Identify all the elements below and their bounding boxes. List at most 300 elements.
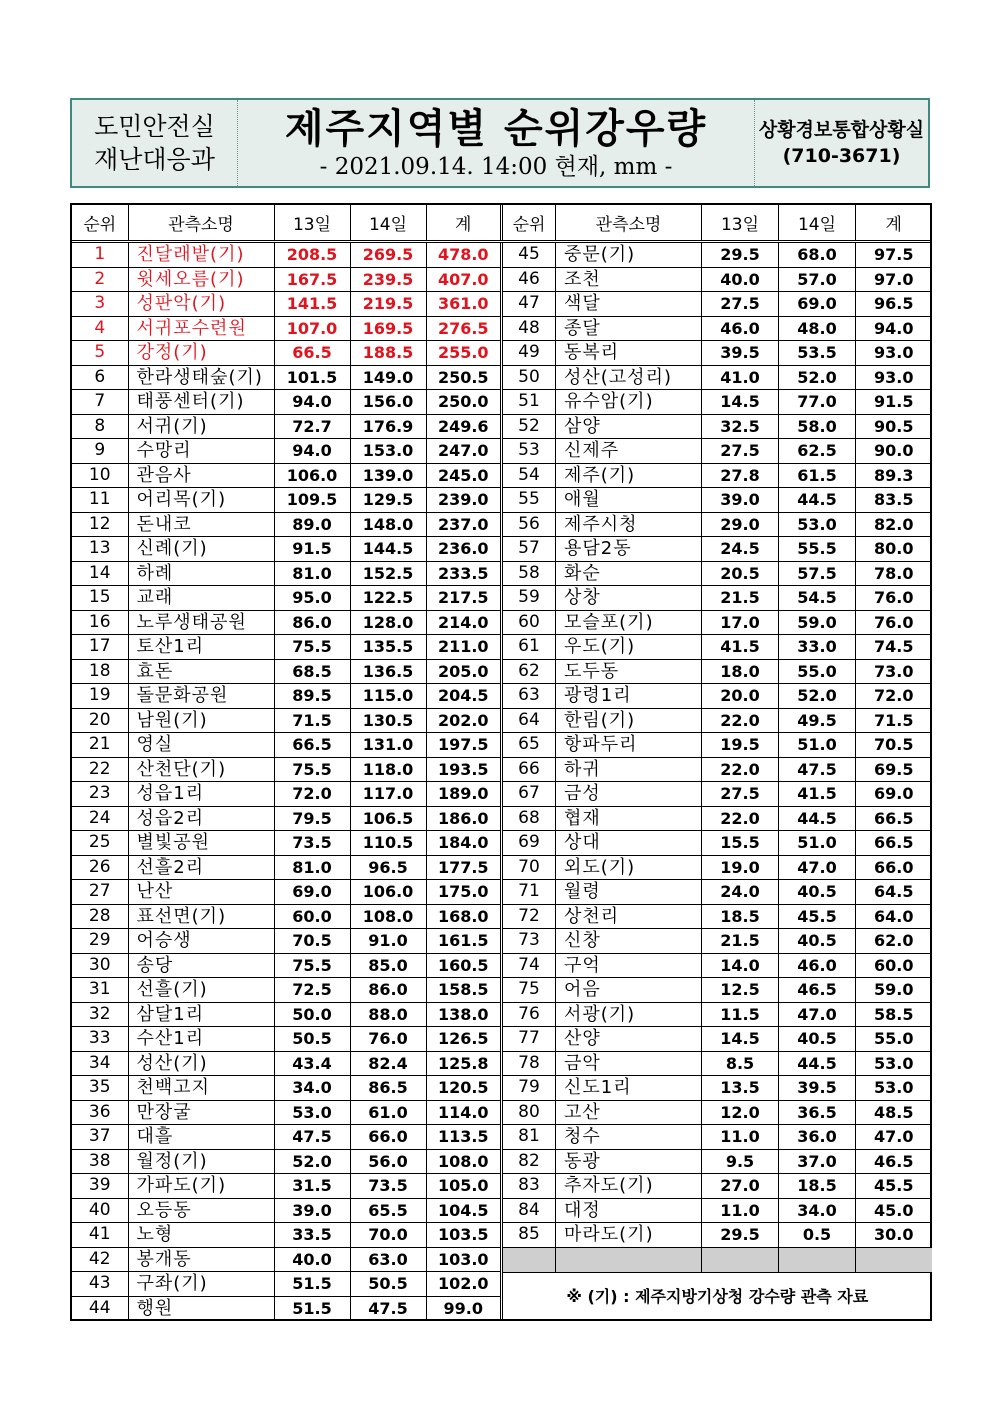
- total-value-cell: 211.0: [426, 635, 500, 660]
- table-row: [502, 512, 932, 537]
- total-value-cell: 93.0: [856, 365, 932, 390]
- rank-cell: 37: [72, 1125, 128, 1150]
- header-station: 관측소명: [128, 205, 274, 242]
- station-name-cell: 관음사: [128, 463, 274, 488]
- day13-value-cell: 14.5: [702, 390, 779, 415]
- rank-cell: 84: [502, 1198, 556, 1223]
- table-row: [502, 806, 932, 831]
- total-value-cell: 59.0: [856, 978, 932, 1003]
- station-name-cell: 대정: [556, 1198, 702, 1223]
- station-name-cell: 수망리: [128, 439, 274, 464]
- day13-value-cell: 27.0: [702, 1174, 779, 1199]
- total-value-cell: 55.0: [856, 1027, 932, 1052]
- rank-cell: 5: [72, 341, 128, 366]
- day14-value-cell: 55.5: [779, 537, 856, 562]
- table-row: [72, 929, 500, 954]
- total-value-cell: 202.0: [426, 708, 500, 733]
- day13-value-cell: 66.5: [274, 341, 350, 366]
- day14-value-cell: 188.5: [350, 341, 426, 366]
- table-row: [502, 904, 932, 929]
- rank-cell: 28: [72, 904, 128, 929]
- day14-value-cell: 51.0: [779, 831, 856, 856]
- table-row: [72, 684, 500, 709]
- day13-value-cell: 22.0: [702, 806, 779, 831]
- station-name-cell: 성읍1리: [128, 782, 274, 807]
- table-row: [502, 439, 932, 464]
- total-value-cell: 53.0: [856, 1076, 932, 1101]
- rank-cell: 15: [72, 586, 128, 611]
- day14-value-cell: 176.9: [350, 414, 426, 439]
- rank-cell: 34: [72, 1051, 128, 1076]
- station-name-cell: 영실: [128, 733, 274, 758]
- total-value-cell: 204.5: [426, 684, 500, 709]
- station-name-cell: 월정(기): [128, 1149, 274, 1174]
- total-value-cell: 249.6: [426, 414, 500, 439]
- station-name-cell: 추자도(기): [556, 1174, 702, 1199]
- rank-cell: 52: [502, 414, 556, 439]
- rank-cell: 1: [72, 242, 128, 268]
- rank-cell: 79: [502, 1076, 556, 1101]
- total-value-cell: 255.0: [426, 341, 500, 366]
- day14-value-cell: 66.0: [350, 1125, 426, 1150]
- station-name-cell: 노형: [128, 1223, 274, 1248]
- rainfall-table-left: [72, 205, 500, 1321]
- day13-value-cell: 27.8: [702, 463, 779, 488]
- table-row: [502, 757, 932, 782]
- day13-value-cell: 60.0: [274, 904, 350, 929]
- station-name-cell: 애월: [556, 488, 702, 513]
- table-row: [502, 1125, 932, 1150]
- rank-cell: 25: [72, 831, 128, 856]
- table-row: [502, 488, 932, 513]
- rank-cell: 29: [72, 929, 128, 954]
- table-row: [502, 733, 932, 758]
- total-value-cell: 76.0: [856, 586, 932, 611]
- day13-value-cell: 46.0: [702, 316, 779, 341]
- station-name-cell: 마라도(기): [556, 1223, 702, 1248]
- total-value-cell: 105.0: [426, 1174, 500, 1199]
- station-name-cell: 월령: [556, 880, 702, 905]
- table-row: [502, 635, 932, 660]
- table-row: [72, 365, 500, 390]
- header-station: 관측소명: [556, 205, 702, 242]
- station-name-cell: 조천: [556, 267, 702, 292]
- day13-value-cell: 73.5: [274, 831, 350, 856]
- table-row: [72, 267, 500, 292]
- day13-value-cell: 94.0: [274, 439, 350, 464]
- table-row: [72, 439, 500, 464]
- rank-cell: 50: [502, 365, 556, 390]
- total-value-cell: 175.0: [426, 880, 500, 905]
- table-row: [72, 855, 500, 880]
- day14-value-cell: 76.0: [350, 1027, 426, 1052]
- total-value-cell: 91.5: [856, 390, 932, 415]
- station-name-cell: 어음: [556, 978, 702, 1003]
- station-name-cell: 어리목(기): [128, 488, 274, 513]
- total-value-cell: 138.0: [426, 1002, 500, 1027]
- day13-value-cell: 39.0: [702, 488, 779, 513]
- day13-value-cell: 22.0: [702, 708, 779, 733]
- table-row: [72, 341, 500, 366]
- table-row: [502, 414, 932, 439]
- total-value-cell: 233.5: [426, 561, 500, 586]
- day14-value-cell: 219.5: [350, 292, 426, 317]
- rank-cell: 54: [502, 463, 556, 488]
- station-name-cell: 천백고지: [128, 1076, 274, 1101]
- station-name-cell: 고산: [556, 1100, 702, 1125]
- day13-value-cell: 94.0: [274, 390, 350, 415]
- day14-value-cell: 115.0: [350, 684, 426, 709]
- total-value-cell: 97.0: [856, 267, 932, 292]
- total-value-cell: 73.0: [856, 659, 932, 684]
- day14-value-cell: 46.5: [779, 978, 856, 1003]
- table-row: [72, 463, 500, 488]
- day14-value-cell: 73.5: [350, 1174, 426, 1199]
- table-row: [502, 610, 932, 635]
- day13-value-cell: 66.5: [274, 733, 350, 758]
- total-value-cell: 46.5: [856, 1149, 932, 1174]
- table-row: [72, 512, 500, 537]
- day14-value-cell: 82.4: [350, 1051, 426, 1076]
- station-name-cell: 남원(기): [128, 708, 274, 733]
- rank-cell: 39: [72, 1174, 128, 1199]
- rank-cell: 73: [502, 929, 556, 954]
- day14-value-cell: 53.0: [779, 512, 856, 537]
- day14-value-cell: 129.5: [350, 488, 426, 513]
- station-name-cell: 제주(기): [556, 463, 702, 488]
- rank-cell: 63: [502, 684, 556, 709]
- station-name-cell: 오등동: [128, 1198, 274, 1223]
- header-day13: 13일: [274, 205, 350, 242]
- day14-value-cell: 88.0: [350, 1002, 426, 1027]
- station-name-cell: 외도(기): [556, 855, 702, 880]
- table-row: [502, 1198, 932, 1223]
- day13-value-cell: 11.0: [702, 1198, 779, 1223]
- table-row: [72, 1198, 500, 1223]
- day14-value-cell: 269.5: [350, 242, 426, 268]
- table-row: [72, 1272, 500, 1297]
- day14-value-cell: 33.0: [779, 635, 856, 660]
- total-value-cell: 125.8: [426, 1051, 500, 1076]
- day13-value-cell: 18.0: [702, 659, 779, 684]
- day13-value-cell: 29.0: [702, 512, 779, 537]
- station-name-cell: 상창: [556, 586, 702, 611]
- total-value-cell: 126.5: [426, 1027, 500, 1052]
- table-row: [502, 831, 932, 856]
- department-name: 재난대응과: [94, 145, 215, 174]
- day13-value-cell: 72.0: [274, 782, 350, 807]
- total-value-cell: 189.0: [426, 782, 500, 807]
- day14-value-cell: 156.0: [350, 390, 426, 415]
- station-name-cell: 산천단(기): [128, 757, 274, 782]
- rank-cell: 49: [502, 341, 556, 366]
- day14-value-cell: 128.0: [350, 610, 426, 635]
- station-name-cell: 만장굴: [128, 1100, 274, 1125]
- station-name-cell: 어승생: [128, 929, 274, 954]
- rank-cell: 78: [502, 1051, 556, 1076]
- day14-value-cell: 56.0: [350, 1149, 426, 1174]
- day14-value-cell: 61.5: [779, 463, 856, 488]
- total-value-cell: 83.5: [856, 488, 932, 513]
- day13-value-cell: 24.5: [702, 537, 779, 562]
- table-row: [502, 1149, 932, 1174]
- rank-cell: 13: [72, 537, 128, 562]
- total-value-cell: 407.0: [426, 267, 500, 292]
- day13-value-cell: 12.0: [702, 1100, 779, 1125]
- total-value-cell: 103.0: [426, 1247, 500, 1272]
- station-name-cell: 협재: [556, 806, 702, 831]
- table-row: [72, 292, 500, 317]
- station-name-cell: 성산(고성리): [556, 365, 702, 390]
- total-value-cell: 236.0: [426, 537, 500, 562]
- table-row: [72, 414, 500, 439]
- station-name-cell: 효돈: [128, 659, 274, 684]
- header-rank: 순위: [72, 205, 128, 242]
- rank-cell: 51: [502, 390, 556, 415]
- day14-value-cell: 86.0: [350, 978, 426, 1003]
- rank-cell: 36: [72, 1100, 128, 1125]
- rank-cell: 72: [502, 904, 556, 929]
- day13-value-cell: 24.0: [702, 880, 779, 905]
- day14-value-cell: 41.5: [779, 782, 856, 807]
- table-row: [502, 463, 932, 488]
- header-total: 계: [426, 205, 500, 242]
- rank-cell: 33: [72, 1027, 128, 1052]
- rank-cell: 58: [502, 561, 556, 586]
- total-value-cell: 113.5: [426, 1125, 500, 1150]
- table-row: [72, 1027, 500, 1052]
- day14-value-cell: 91.0: [350, 929, 426, 954]
- day14-value-cell: 169.5: [350, 316, 426, 341]
- day14-value-cell: 86.5: [350, 1076, 426, 1101]
- day14-value-cell: 40.5: [779, 1027, 856, 1052]
- day13-value-cell: 43.4: [274, 1051, 350, 1076]
- rank-cell: 85: [502, 1223, 556, 1248]
- table-row: [72, 242, 500, 268]
- day13-value-cell: 81.0: [274, 561, 350, 586]
- day13-value-cell: 75.5: [274, 757, 350, 782]
- rainfall-table-right: [500, 205, 932, 1320]
- rank-cell: 45: [502, 242, 556, 268]
- table-row: [502, 929, 932, 954]
- day14-value-cell: 52.0: [779, 684, 856, 709]
- day13-value-cell: 27.5: [702, 782, 779, 807]
- table-row: [72, 390, 500, 415]
- total-value-cell: 102.0: [426, 1272, 500, 1297]
- day13-value-cell: 8.5: [702, 1051, 779, 1076]
- station-name-cell: 대흘: [128, 1125, 274, 1150]
- total-value-cell: 78.0: [856, 561, 932, 586]
- day14-value-cell: 65.5: [350, 1198, 426, 1223]
- day13-value-cell: 91.5: [274, 537, 350, 562]
- day14-value-cell: 130.5: [350, 708, 426, 733]
- day13-value-cell: 101.5: [274, 365, 350, 390]
- station-name-cell: 송당: [128, 953, 274, 978]
- table-row: [502, 708, 932, 733]
- day13-value-cell: 47.5: [274, 1125, 350, 1150]
- total-value-cell: 47.0: [856, 1125, 932, 1150]
- total-value-cell: 120.5: [426, 1076, 500, 1101]
- day14-value-cell: 40.5: [779, 880, 856, 905]
- total-value-cell: 89.3: [856, 463, 932, 488]
- table-row: [72, 635, 500, 660]
- rank-cell: 68: [502, 806, 556, 831]
- table-row: [72, 1247, 500, 1272]
- station-name-cell: 종달: [556, 316, 702, 341]
- table-row: [502, 782, 932, 807]
- rank-cell: 6: [72, 365, 128, 390]
- table-row: [72, 1223, 500, 1248]
- day13-value-cell: 41.5: [702, 635, 779, 660]
- station-name-cell: 색달: [556, 292, 702, 317]
- total-value-cell: 114.0: [426, 1100, 500, 1125]
- day14-value-cell: 68.0: [779, 242, 856, 268]
- day14-value-cell: 36.5: [779, 1100, 856, 1125]
- header-day13: 13일: [702, 205, 779, 242]
- rank-cell: 41: [72, 1223, 128, 1248]
- day14-value-cell: 47.0: [779, 855, 856, 880]
- rank-cell: 46: [502, 267, 556, 292]
- day14-value-cell: 70.0: [350, 1223, 426, 1248]
- station-name-cell: 강정(기): [128, 341, 274, 366]
- day13-value-cell: 81.0: [274, 855, 350, 880]
- rank-cell: 19: [72, 684, 128, 709]
- total-value-cell: 90.0: [856, 439, 932, 464]
- rank-cell: 44: [72, 1296, 128, 1321]
- day14-value-cell: 62.5: [779, 439, 856, 464]
- station-name-cell: 유수암(기): [556, 390, 702, 415]
- station-name-cell: 윗세오름(기): [128, 267, 274, 292]
- total-value-cell: 45.5: [856, 1174, 932, 1199]
- station-name-cell: 상천리: [556, 904, 702, 929]
- total-value-cell: 94.0: [856, 316, 932, 341]
- day14-value-cell: 110.5: [350, 831, 426, 856]
- day13-value-cell: 17.0: [702, 610, 779, 635]
- day13-value-cell: 13.5: [702, 1076, 779, 1101]
- station-name-cell: 돌문화공원: [128, 684, 274, 709]
- station-name-cell: 용담2동: [556, 537, 702, 562]
- office-name: 도민안전실: [94, 112, 215, 141]
- total-value-cell: 158.5: [426, 978, 500, 1003]
- rank-cell: 57: [502, 537, 556, 562]
- total-value-cell: 30.0: [856, 1223, 932, 1248]
- station-name-cell: 신례(기): [128, 537, 274, 562]
- day13-value-cell: 89.5: [274, 684, 350, 709]
- total-value-cell: 66.5: [856, 806, 932, 831]
- day14-value-cell: 37.0: [779, 1149, 856, 1174]
- day14-value-cell: 117.0: [350, 782, 426, 807]
- total-value-cell: 205.0: [426, 659, 500, 684]
- day14-value-cell: 239.5: [350, 267, 426, 292]
- day14-value-cell: 57.5: [779, 561, 856, 586]
- rank-cell: 76: [502, 1002, 556, 1027]
- station-name-cell: 태풍센터(기): [128, 390, 274, 415]
- day13-value-cell: 27.5: [702, 292, 779, 317]
- rank-cell: 77: [502, 1027, 556, 1052]
- station-name-cell: 성읍2리: [128, 806, 274, 831]
- day14-value-cell: 59.0: [779, 610, 856, 635]
- total-value-cell: 58.5: [856, 1002, 932, 1027]
- day13-value-cell: 75.5: [274, 635, 350, 660]
- station-name-cell: 토산1리: [128, 635, 274, 660]
- total-value-cell: 478.0: [426, 242, 500, 268]
- rank-cell: 23: [72, 782, 128, 807]
- rank-cell: 9: [72, 439, 128, 464]
- day13-value-cell: 75.5: [274, 953, 350, 978]
- station-name-cell: 모슬포(기): [556, 610, 702, 635]
- day14-value-cell: 153.0: [350, 439, 426, 464]
- station-name-cell: 선흘(기): [128, 978, 274, 1003]
- station-name-cell: 구억: [556, 953, 702, 978]
- day14-value-cell: 50.5: [350, 1272, 426, 1297]
- header-total: 계: [856, 205, 932, 242]
- day13-value-cell: 51.5: [274, 1272, 350, 1297]
- footnote: ※ (기) : 제주지방기상청 강수량 관측 자료: [502, 1272, 932, 1320]
- day14-value-cell: 0.5: [779, 1223, 856, 1248]
- day13-value-cell: 21.5: [702, 586, 779, 611]
- station-name-cell: 청수: [556, 1125, 702, 1150]
- table-row: [502, 390, 932, 415]
- station-name-cell: 항파두리: [556, 733, 702, 758]
- table-row: [72, 733, 500, 758]
- table-row: [72, 757, 500, 782]
- station-name-cell: 중문(기): [556, 242, 702, 268]
- day13-value-cell: 72.5: [274, 978, 350, 1003]
- station-name-cell: 도두동: [556, 659, 702, 684]
- day13-value-cell: 14.0: [702, 953, 779, 978]
- table-row: [502, 953, 932, 978]
- day14-value-cell: 47.5: [350, 1296, 426, 1321]
- day14-value-cell: 48.0: [779, 316, 856, 341]
- total-value-cell: 161.5: [426, 929, 500, 954]
- day13-value-cell: 29.5: [702, 1223, 779, 1248]
- table-row: [72, 1076, 500, 1101]
- header-day14: 14일: [350, 205, 426, 242]
- table-row: [502, 292, 932, 317]
- table-row: [502, 561, 932, 586]
- day13-value-cell: 86.0: [274, 610, 350, 635]
- total-value-cell: 70.5: [856, 733, 932, 758]
- rank-cell: 66: [502, 757, 556, 782]
- station-name-cell: 난산: [128, 880, 274, 905]
- rank-cell: 69: [502, 831, 556, 856]
- rank-cell: 67: [502, 782, 556, 807]
- day13-value-cell: 208.5: [274, 242, 350, 268]
- total-value-cell: 168.0: [426, 904, 500, 929]
- rank-cell: 60: [502, 610, 556, 635]
- total-value-cell: 237.0: [426, 512, 500, 537]
- station-name-cell: 화순: [556, 561, 702, 586]
- rank-cell: 38: [72, 1149, 128, 1174]
- rank-cell: 2: [72, 267, 128, 292]
- rank-cell: 59: [502, 586, 556, 611]
- table-row: [72, 1002, 500, 1027]
- table-row: [502, 659, 932, 684]
- station-name-cell: 선흘2리: [128, 855, 274, 880]
- day14-value-cell: 57.0: [779, 267, 856, 292]
- table-row: [502, 880, 932, 905]
- station-name-cell: 신제주: [556, 439, 702, 464]
- total-value-cell: 361.0: [426, 292, 500, 317]
- rank-cell: 32: [72, 1002, 128, 1027]
- table-row: [72, 1296, 500, 1321]
- total-value-cell: 177.5: [426, 855, 500, 880]
- day14-value-cell: 46.0: [779, 953, 856, 978]
- day13-value-cell: 69.0: [274, 880, 350, 905]
- rank-cell: 47: [502, 292, 556, 317]
- rank-cell: 35: [72, 1076, 128, 1101]
- total-value-cell: 197.5: [426, 733, 500, 758]
